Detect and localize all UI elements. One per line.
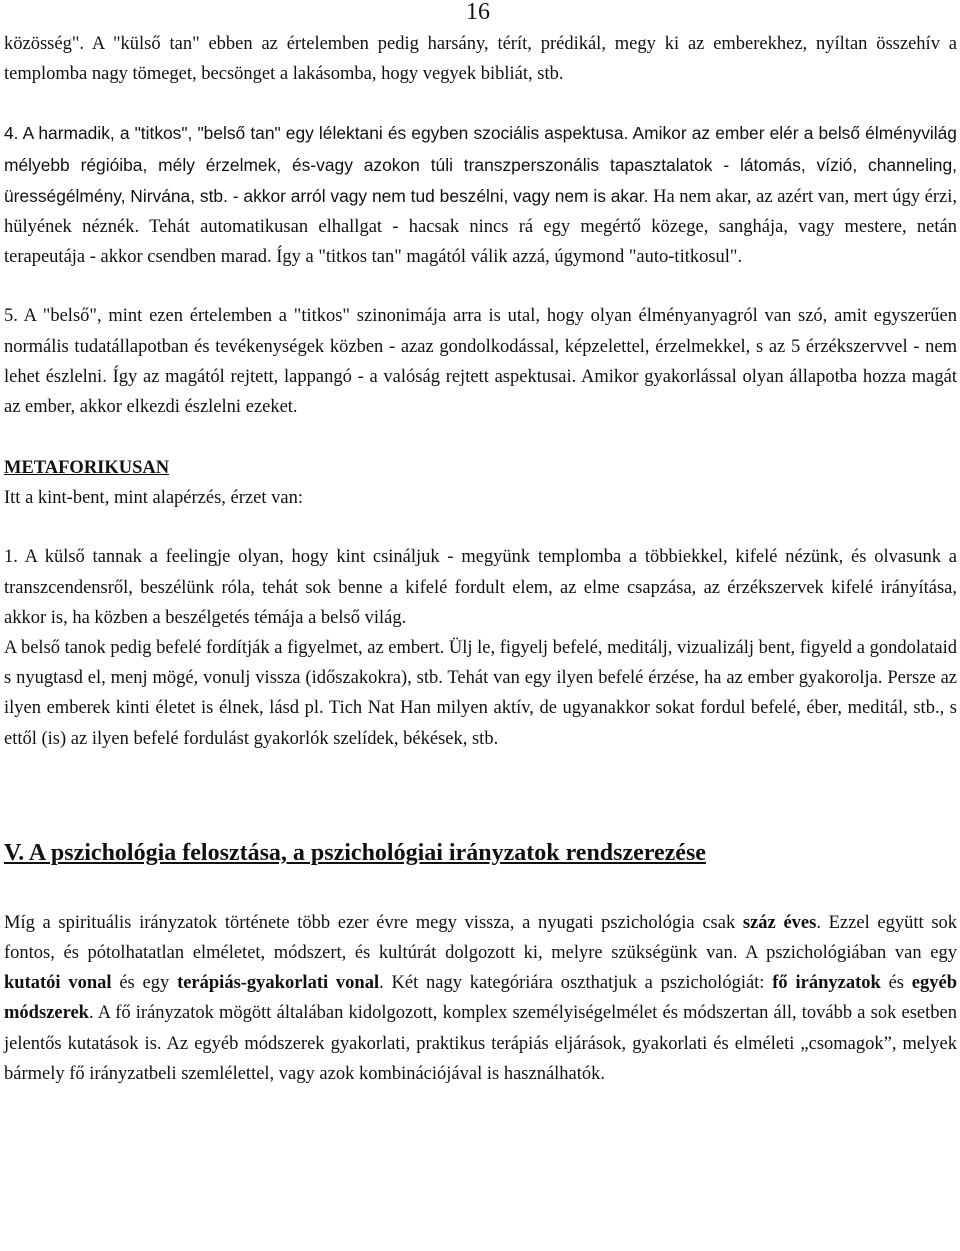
text-run: Míg a spirituális irányzatok története több ezer évre megy vissza, a nyugati pszichológia csak: [4, 912, 743, 933]
text-run: Amikor az ember elér a belső élményvilág mélyebb régióiba, mély érzelmek, és-vagy azokon túli transzperszonális tapasztalatok - látomás, vízió, channeling, ürességélmény, Nirvána, stb. - akkor arról vagy nem tud beszélni, vagy nem is akar.: [4, 123, 957, 206]
text-run: . Két nagy kategóriára oszthatjuk a pszichológiát:: [379, 973, 773, 994]
paragraph-point-4: [4, 118, 957, 272]
paragraph-inner-teachings: [4, 633, 957, 754]
text-run: közösség". A "külső tan" ebben az értelemben pedig harsány, térít, prédikál, megy ki az emberekhez, nyíltan összehív a templomba nagy tömeget, becsönget a lakásomba, hogy vegyek bibliát, stb.: [4, 34, 957, 85]
page-number: 16: [466, 0, 490, 25]
bold-term: száz éves: [742, 912, 817, 933]
section-heading: METAFORIKUSAN: [4, 458, 170, 479]
paragraph-psychology-overview: [4, 908, 957, 1089]
bold-term: terápiás-gyakorlati vonal: [177, 973, 380, 994]
text-run: . A fő irányzatok mögött általában kidolgozott, komplex személyiségelmélet és módszertan áll, tovább a sok esetben jelentős kutatások is. Az egyéb módszerek gyakorlati, praktikus terápiás eljárások, gyakorlati és elméleti „csomagok”, melyek bármely fő irányzatbeli szemlélettel, vagy azok kombinációjával is használhatók.: [4, 1003, 957, 1084]
chapter-title: V. A pszichológia felosztása, a pszichológiai irányzatok rendszerezése: [4, 839, 706, 866]
text-run: 4. A harmadik, a "titkos", "belső tan" egy lélektani és egyben szociális aspektusa.: [4, 123, 633, 144]
text-run: . Ezzel együtt sok fontos, és pótolhatatlan elméletet, módszert, és kultúrát dolgozott ki, melyre szükségünk van. A pszichológiában van egy: [4, 912, 958, 964]
text-run: és: [880, 973, 912, 994]
text-run: A belső tanok pedig befelé fordítják a figyelmet, az embert. Ülj le, figyelj befelé, meditálj, vizualizálj bent, figyeld a gondolataid s nyugtasd el, menj mögé, vonulj vissza (időszakokra), stb. Tehát van egy ilyen befelé érzése, ha az ember gyakorolja. Persze az ilyen emberek kinti életet is élnek, lásd pl. Tich Nat Han milyen aktív, de ugyanakkor sokat fordul befelé, éber, meditál, stb., s ettől (is) az ilyen befelé fordulást gyakorlók szelídek, békések, stb.: [4, 638, 957, 749]
section-intro: Itt a kint-bent, mint alapérzés, érzet van:: [4, 488, 303, 509]
document-body: [4, 29, 957, 1089]
text-run: 5. A "belső", mint ezen értelemben a "titkos" szinonimája arra is utal, hogy olyan élményanyagról van szó, amit egyszerűen normális tudatállapotban és tevékenységek közben - azaz gondolkodással, képzelettel, érzelmekkel, s az 5 érzékszervvel - nem lehet észlelni. Így az magától rejtett, lappangó - a valóság rejtett aspektusai. Amikor gyakorlással olyan állapotba hozza magát az ember, akkor elkezdi észlelni ezeket.: [4, 306, 957, 418]
text-run: 1. A külső tannak a feelingje olyan, hogy kint csináljuk - megyünk templomba a többiekkel, kifelé nézünk, és olvasunk a transzcendensről, beszélünk róla, tehát sok benne a kifelé fordult elem, az elme csapzása, az érzékszervek kifelé irányítása, akkor is, ha közben a beszélgetés témája a belső világ.: [4, 547, 957, 628]
paragraph-outer-teaching: [4, 29, 957, 89]
bold-term: kutatói vonal: [4, 973, 112, 994]
bold-term: fő irányzatok: [772, 973, 881, 994]
text-run: és egy: [111, 973, 178, 994]
paragraph-metaphor-1: [4, 542, 957, 633]
paragraph-point-5: [4, 301, 957, 422]
text-run: Ha nem akar, az azért van, mert úgy érzi, hülyének néznék. Tehát automatikusan elhallgat - hacsak nincs rá egy megértő közege, sanghája, vagy mestere, netán terapeutája - akkor csendben marad. Így a "titkos tan" magától válik azzá, úgymond "auto-titkosul".: [4, 186, 957, 268]
bold-term: egyéb módszerek: [4, 973, 957, 1024]
